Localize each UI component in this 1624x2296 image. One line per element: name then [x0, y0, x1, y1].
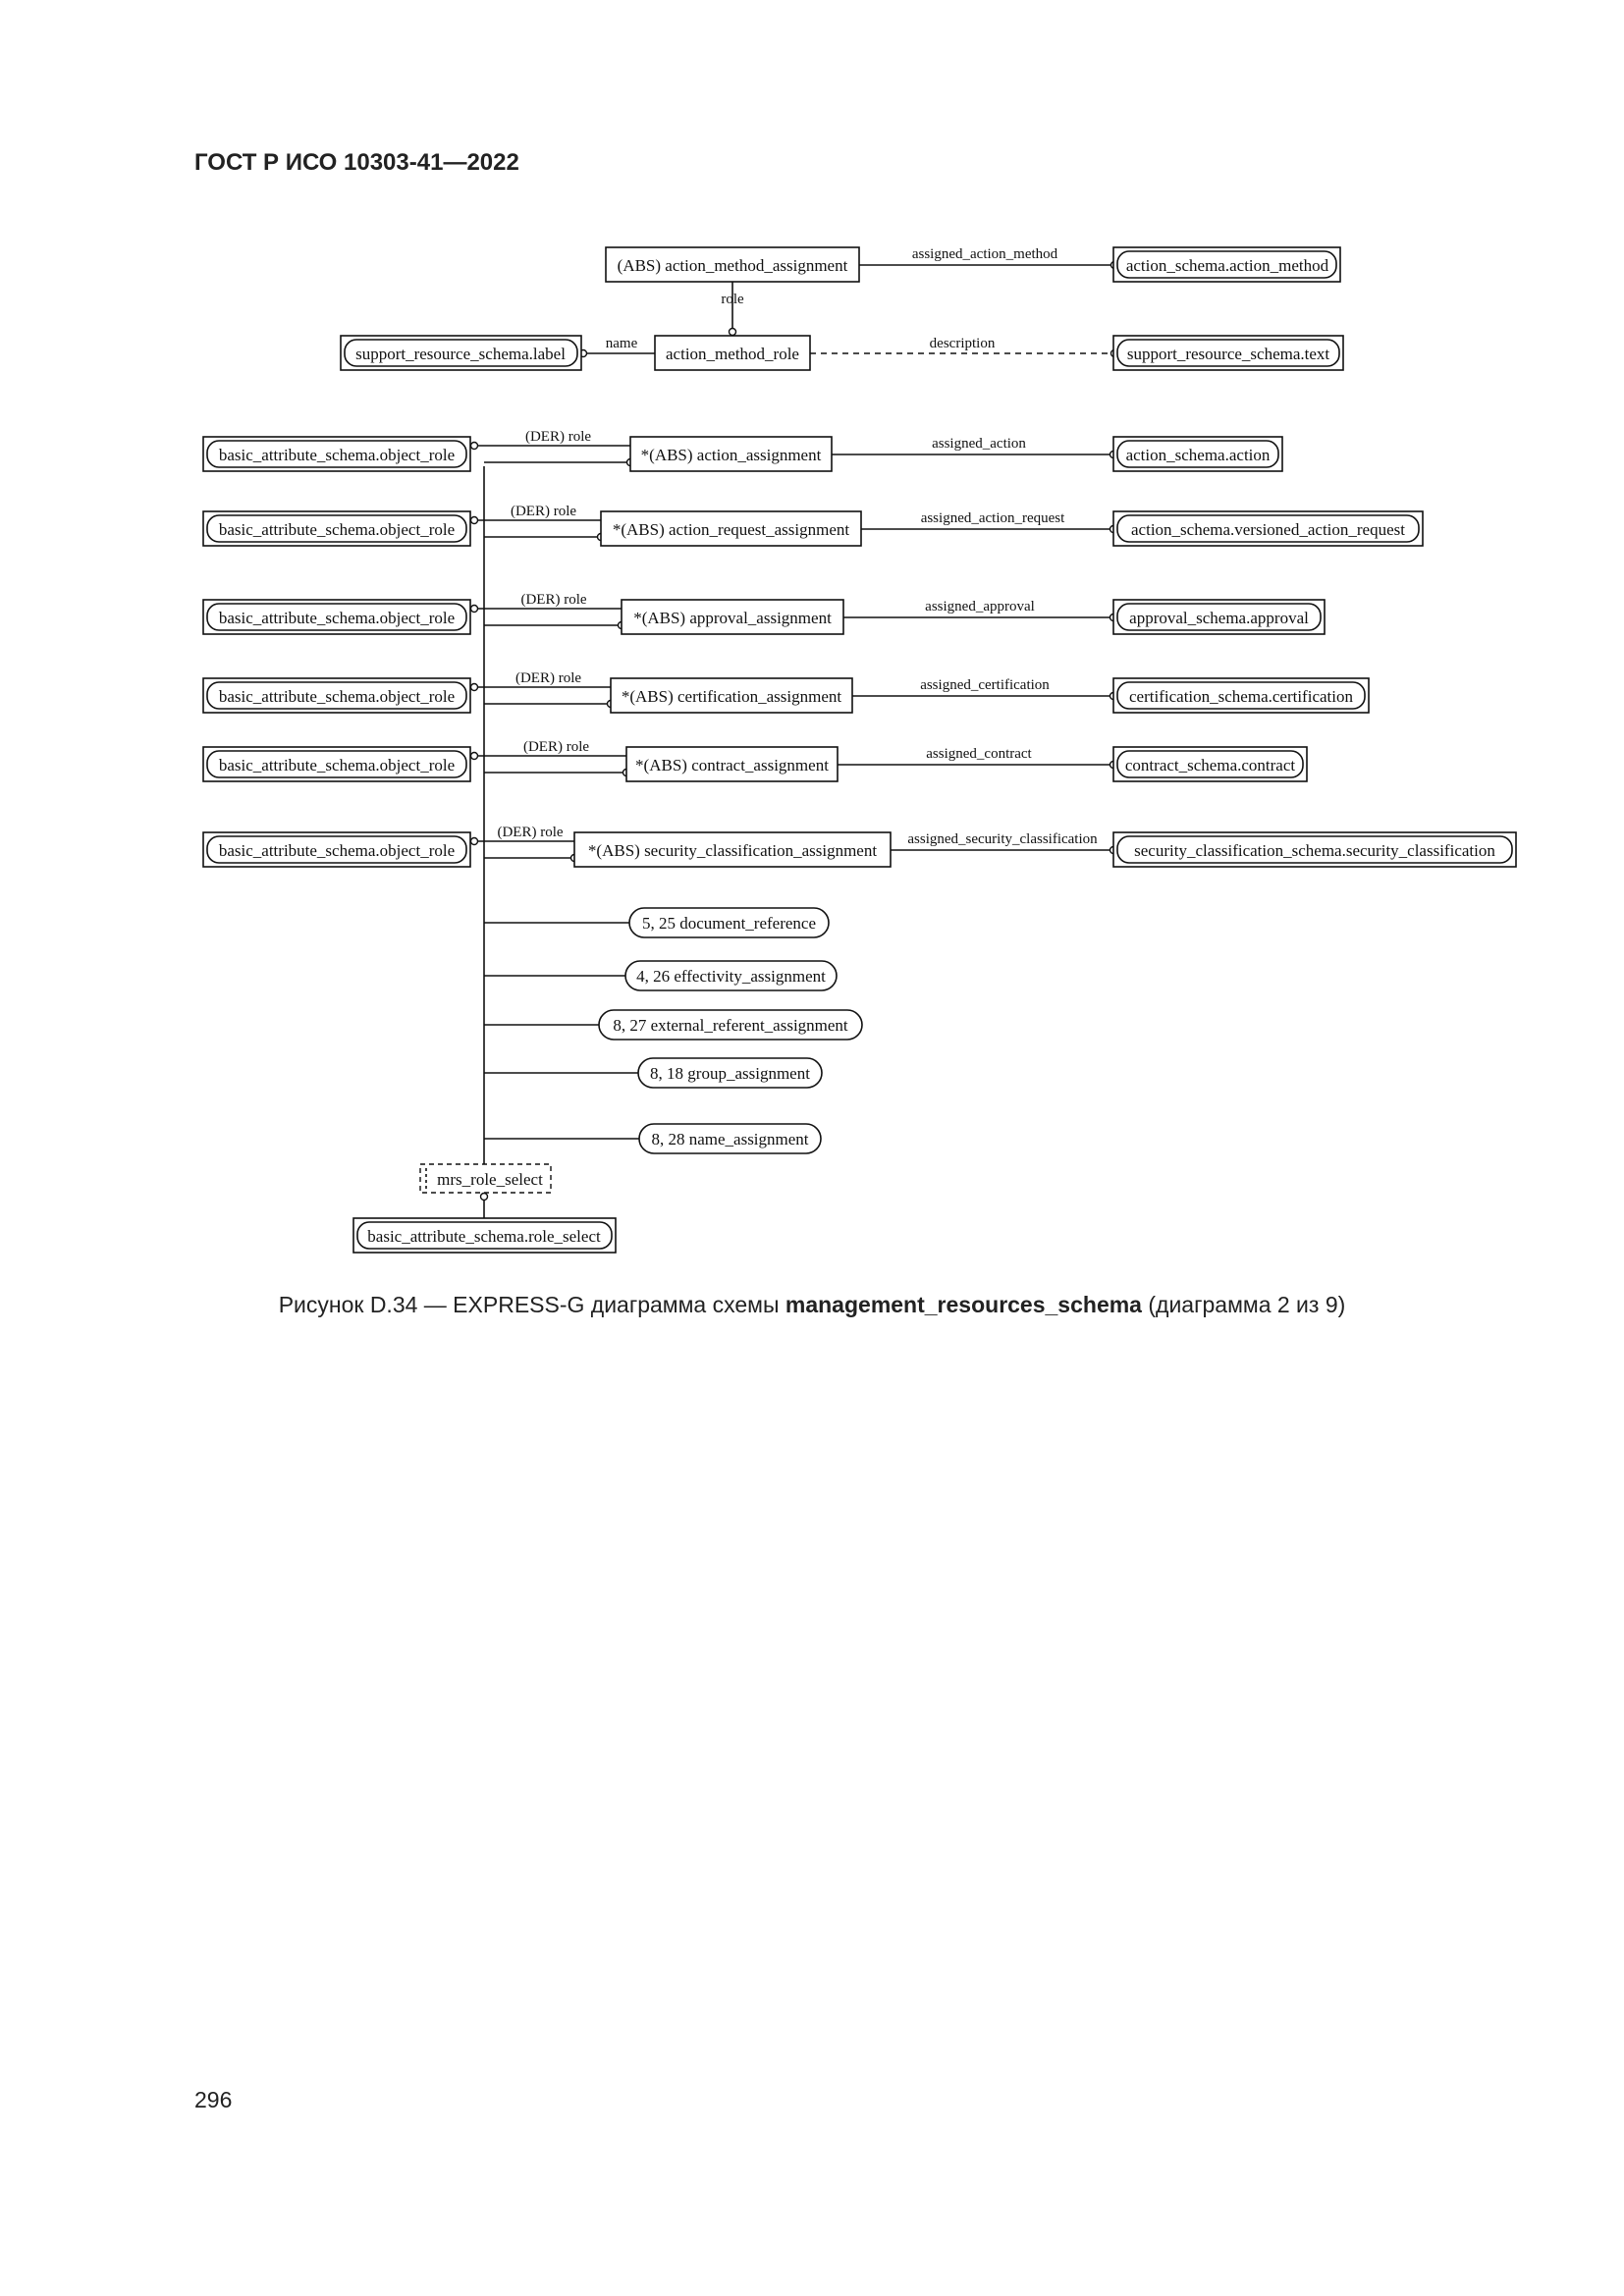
- assignment-entity-label: *(ABS) action_request_assignment: [612, 520, 850, 539]
- page-header: ГОСТ Р ИСО 10303-41—2022: [194, 149, 519, 176]
- assignment-target-label: security_classification_schema.security_classification: [1134, 841, 1495, 860]
- assignment-row-2: [203, 504, 1423, 546]
- figure-caption: [0, 1292, 1624, 1318]
- assigned-action-method-label: assigned_action_method: [911, 246, 1058, 262]
- page-reference-label: 8, 27 external_referent_assignment: [613, 1016, 848, 1035]
- der-role-label: (DER) role: [524, 429, 592, 445]
- object-role-ref-label: basic_attribute_schema.object_role: [218, 520, 456, 539]
- assignment-row-5: [203, 739, 1307, 781]
- assignment-row-3: [203, 592, 1325, 634]
- role-label: role: [721, 292, 744, 307]
- page-reference-row-2: [484, 961, 837, 990]
- assignment-attribute-label: assigned_action_request: [920, 510, 1065, 526]
- assignment-attribute-label: assigned_action: [932, 436, 1026, 452]
- caption-suffix: (диаграмма 2 из 9): [1141, 1292, 1346, 1317]
- der-role-label: (DER) role: [497, 825, 564, 840]
- assignment-target-label: contract_schema.contract: [1124, 756, 1296, 774]
- assignment-entity-label: *(ABS) contract_assignment: [635, 756, 829, 774]
- der-role-label: (DER) role: [520, 592, 587, 608]
- assignment-attribute-label: assigned_certification: [920, 677, 1050, 693]
- assignment-entity-label: *(ABS) security_classification_assignment: [587, 841, 878, 860]
- action-method-role-label: action_method_role: [666, 345, 799, 363]
- assignment-row-6: [203, 825, 1516, 867]
- assignment-rows: [203, 429, 1516, 867]
- text-ref-label: support_resource_schema.text: [1126, 345, 1330, 363]
- object-role-ref-label: basic_attribute_schema.object_role: [218, 687, 456, 706]
- assignment-entity-label: *(ABS) certification_assignment: [621, 687, 842, 706]
- assignment-attribute-label: assigned_approval: [925, 599, 1035, 614]
- assignment-target-label: action_schema.action: [1125, 446, 1271, 464]
- page-reference-row-5: [484, 1124, 821, 1153]
- assignment-attribute-label: assigned_security_classification: [907, 831, 1098, 847]
- der-role-label: (DER) role: [514, 670, 582, 686]
- object-role-ref-label: basic_attribute_schema.object_role: [218, 841, 456, 860]
- der-role-label: (DER) role: [510, 504, 577, 519]
- caption-prefix: Рисунок D.34 — EXPRESS-G диаграмма схемы: [278, 1292, 785, 1317]
- caption-schema-name: management_resources_schema: [785, 1292, 1142, 1317]
- page-reference-label: 5, 25 document_reference: [642, 914, 816, 933]
- page-reference-row-3: [484, 1010, 862, 1040]
- description-label: description: [929, 336, 996, 351]
- page-reference-row-4: [484, 1058, 822, 1088]
- assignment-row-4: [203, 670, 1369, 713]
- role-select-ref-label: basic_attribute_schema.role_select: [367, 1227, 601, 1246]
- action-method-ref-label: action_schema.action_method: [1125, 256, 1329, 275]
- assignment-target-label: approval_schema.approval: [1129, 609, 1309, 627]
- assignment-entity-label: *(ABS) approval_assignment: [633, 609, 832, 627]
- page-reference-label: 8, 28 name_assignment: [651, 1130, 809, 1148]
- page-reference-rows: [484, 908, 862, 1153]
- assignment-target-label: action_schema.versioned_action_request: [1131, 520, 1405, 539]
- label-ref-label: support_resource_schema.label: [355, 345, 566, 363]
- name-label: name: [605, 336, 638, 351]
- assignment-attribute-label: assigned_contract: [926, 746, 1032, 762]
- der-role-label: (DER) role: [522, 739, 590, 755]
- page-reference-label: 8, 18 group_assignment: [650, 1064, 810, 1083]
- assignment-entity-label: *(ABS) action_assignment: [640, 446, 822, 464]
- action-method-assignment-label: (ABS) action_method_assignment: [617, 256, 848, 275]
- assignment-target-label: certification_schema.certification: [1129, 687, 1353, 706]
- page-reference-label: 4, 26 effectivity_assignment: [636, 967, 826, 986]
- object-role-ref-label: basic_attribute_schema.object_role: [218, 756, 456, 774]
- assignment-row-1: [203, 429, 1282, 471]
- mrs-role-select-label: mrs_role_select: [437, 1170, 543, 1189]
- object-role-ref-label: basic_attribute_schema.object_role: [218, 446, 456, 464]
- page-reference-row-1: [484, 908, 829, 937]
- object-role-ref-label: basic_attribute_schema.object_role: [218, 609, 456, 627]
- page-number: 296: [194, 2087, 233, 2112]
